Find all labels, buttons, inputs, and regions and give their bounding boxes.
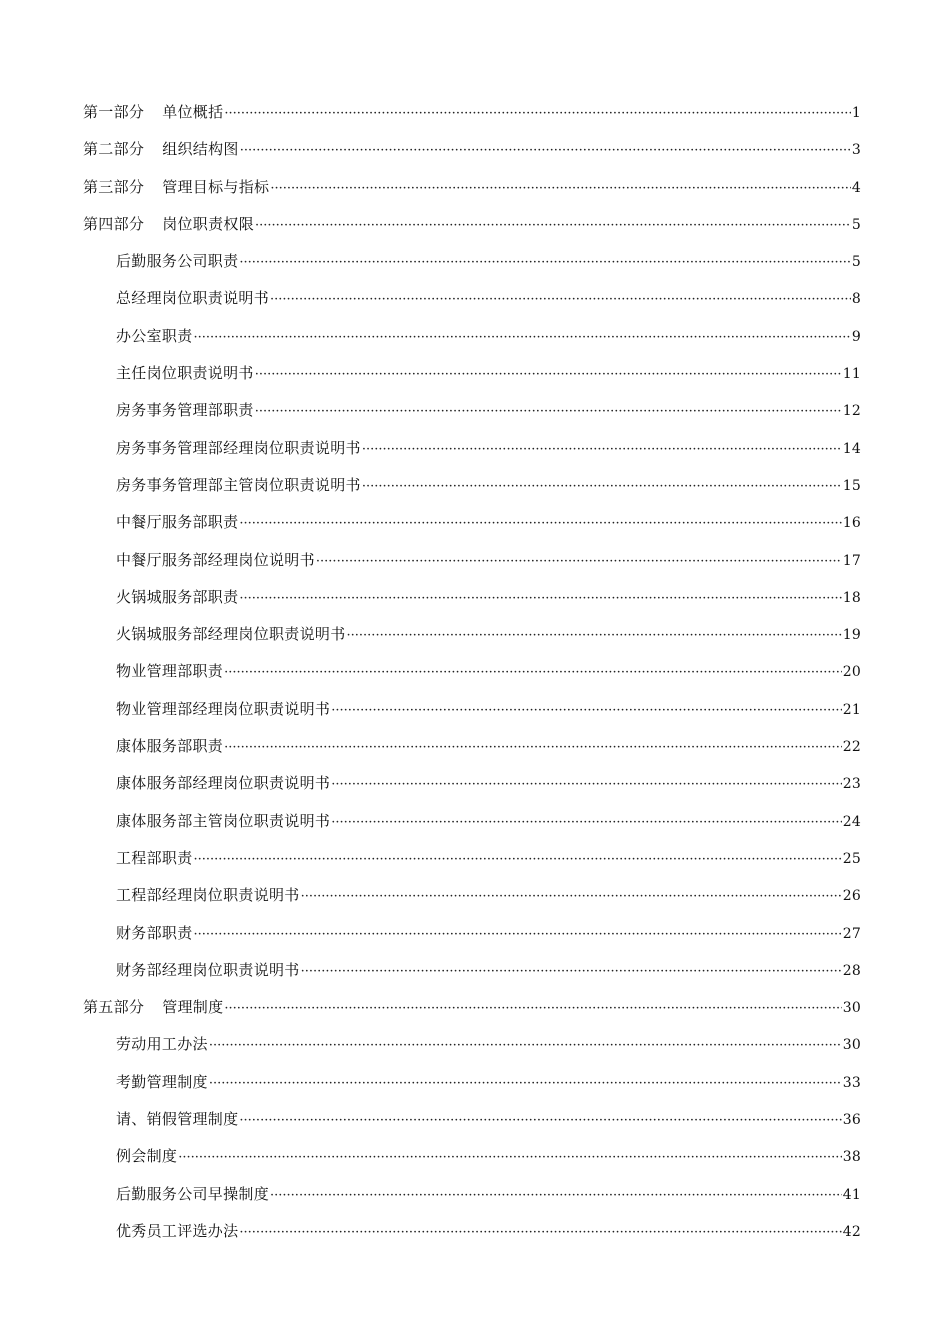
toc-entry-label	[116, 280, 269, 317]
toc-sub-entry[interactable]	[83, 1176, 861, 1213]
toc-page-number: 3	[851, 142, 861, 159]
toc-entry-title: 办公室职责	[116, 326, 193, 345]
toc-entry-title: 房务事务管理部经理岗位职责说明书	[116, 438, 361, 457]
toc-entry-label	[116, 1176, 269, 1213]
toc-entry-title: 单位概括	[162, 103, 224, 121]
toc-page-number: 38	[842, 1149, 861, 1166]
toc-dot-leader	[347, 617, 842, 654]
toc-dot-leader	[316, 543, 842, 580]
toc-entry-title: 劳动用工办法	[116, 1035, 208, 1054]
toc-page-number: 26	[842, 888, 861, 905]
toc-dot-leader	[255, 393, 842, 430]
toc-entry-label	[116, 915, 193, 952]
toc-dot-leader	[239, 505, 841, 542]
toc-entry-label	[83, 989, 223, 1026]
toc-dot-leader	[270, 170, 851, 207]
toc-dot-leader	[239, 244, 850, 281]
toc-entry-label	[116, 840, 193, 877]
toc-part-number: 第二部分	[83, 140, 145, 159]
toc-entry-label	[116, 1101, 238, 1138]
toc-entry-title: 工程部职责	[116, 848, 193, 867]
toc-page-number: 14	[842, 440, 861, 457]
toc-page-number: 16	[842, 515, 861, 532]
toc-dot-leader	[270, 1177, 842, 1214]
toc-sub-entry[interactable]	[83, 691, 861, 728]
toc-entry-label	[83, 94, 223, 131]
toc-part-entry[interactable]	[83, 206, 861, 243]
toc-sub-entry[interactable]	[83, 877, 861, 914]
toc-entry-label	[116, 1138, 177, 1175]
toc-entry-title: 房务事务管理部职责	[116, 401, 254, 420]
toc-page-number: 36	[842, 1112, 861, 1129]
toc-page-number: 23	[842, 776, 861, 793]
toc-dot-leader	[239, 580, 841, 617]
toc-entry-label	[116, 243, 238, 280]
toc-sub-entry[interactable]	[83, 1101, 861, 1138]
toc-page-number: 19	[842, 627, 861, 644]
toc-sub-entry[interactable]	[83, 653, 861, 690]
toc-entry-title: 后勤服务公司职责	[116, 252, 239, 271]
toc-entry-label	[116, 542, 315, 579]
toc-entry-title: 岗位职责权限	[162, 214, 255, 233]
toc-dot-leader	[331, 766, 842, 803]
toc-page-number: 5	[851, 216, 861, 233]
toc-page-number: 5	[851, 254, 861, 271]
toc-entry-label	[116, 355, 254, 392]
toc-page-number: 24	[842, 813, 861, 830]
toc-page-number: 22	[842, 739, 861, 756]
toc-page-number: 17	[842, 552, 861, 569]
toc-entry-label	[116, 952, 300, 989]
toc-dot-leader	[270, 281, 851, 318]
toc-part-number: 第一部分	[83, 103, 145, 121]
toc-page-number: 28	[842, 962, 861, 979]
toc-dot-leader	[255, 356, 842, 393]
toc-sub-entry[interactable]	[83, 243, 861, 280]
toc-sub-entry[interactable]	[83, 952, 861, 989]
toc-entry-title: 财务部职责	[116, 923, 193, 942]
toc-dot-leader	[239, 1102, 841, 1139]
toc-entry-title: 主任岗位职责说明书	[116, 364, 254, 383]
toc-sub-entry[interactable]	[83, 728, 861, 765]
toc-entry-label	[83, 131, 239, 168]
toc-entry-label	[116, 504, 238, 541]
toc-dot-leader	[209, 1065, 842, 1102]
toc-page-number: 11	[842, 366, 861, 383]
toc-dot-leader	[224, 729, 842, 766]
toc-entry-label	[116, 579, 238, 616]
toc-entry-title: 中餐厅服务部职责	[116, 513, 239, 532]
toc-page-number: 15	[842, 477, 861, 494]
toc-part-entry[interactable]	[83, 169, 861, 206]
toc-entry-title: 康体服务部职责	[116, 737, 224, 756]
toc-page-number: 9	[851, 328, 861, 345]
toc-entry-title: 管理制度	[162, 998, 224, 1017]
toc-entry-title: 例会制度	[116, 1147, 178, 1166]
toc-entry-title: 火锅城服务部职责	[116, 587, 239, 606]
toc-entry-title: 考勤管理制度	[116, 1072, 208, 1091]
toc-dot-leader	[178, 1139, 842, 1176]
toc-page-number: 18	[842, 589, 861, 606]
toc-dot-leader	[301, 953, 842, 990]
toc-entry-label	[116, 765, 330, 802]
toc-sub-entry[interactable]	[83, 803, 861, 840]
toc-dot-leader	[301, 878, 842, 915]
toc-sub-entry[interactable]	[83, 355, 861, 392]
toc-page-number: 30	[842, 1037, 861, 1054]
toc-sub-entry[interactable]	[83, 430, 861, 467]
toc-part-number: 第四部分	[83, 214, 145, 233]
toc-sub-entry[interactable]	[83, 467, 861, 504]
toc-sub-entry[interactable]	[83, 915, 861, 952]
toc-entry-title: 中餐厅服务部经理岗位说明书	[116, 550, 315, 569]
toc-entry-title: 康体服务部主管岗位职责说明书	[116, 811, 331, 830]
toc-page-number: 1	[851, 105, 861, 121]
toc-entry-title: 物业管理部职责	[116, 662, 224, 681]
toc-entry-label	[116, 803, 330, 840]
toc-entry-label	[83, 206, 254, 243]
toc-entry-label	[116, 467, 361, 504]
toc-part-entry[interactable]	[83, 989, 861, 1026]
toc-entry-title: 火锅城服务部经理岗位职责说明书	[116, 625, 346, 644]
toc-part-entry[interactable]	[83, 131, 861, 168]
toc-entry-label	[116, 653, 223, 690]
toc-entry-title: 组织结构图	[162, 140, 239, 159]
toc-dot-leader	[240, 132, 851, 169]
toc-page-number: 30	[842, 1000, 861, 1017]
toc-dot-leader	[224, 990, 841, 1027]
toc-part-entry[interactable]	[83, 94, 861, 131]
toc-entry-label	[116, 1026, 208, 1063]
table-of-contents	[83, 94, 861, 1250]
toc-sub-entry[interactable]	[83, 840, 861, 877]
toc-sub-entry[interactable]	[83, 1213, 861, 1250]
toc-entry-title: 房务事务管理部主管岗位职责说明书	[116, 475, 361, 494]
toc-entry-title: 总经理岗位职责说明书	[116, 289, 270, 308]
toc-part-number: 第三部分	[83, 177, 145, 196]
toc-page-number: 33	[842, 1074, 861, 1091]
toc-sub-entry[interactable]	[83, 1064, 861, 1101]
toc-entry-title: 管理目标与指标	[162, 177, 270, 196]
toc-page-number: 25	[842, 850, 861, 867]
toc-entry-title: 工程部经理岗位职责说明书	[116, 886, 300, 905]
toc-dot-leader	[362, 468, 842, 505]
toc-dot-leader	[194, 916, 842, 953]
toc-page-number: 21	[842, 701, 861, 718]
toc-entry-title: 康体服务部经理岗位职责说明书	[116, 774, 331, 793]
toc-entry-label	[83, 169, 269, 206]
toc-page-number: 41	[842, 1186, 861, 1203]
toc-entry-title: 优秀员工评选办法	[116, 1221, 239, 1240]
toc-dot-leader	[331, 804, 842, 841]
toc-sub-entry[interactable]	[83, 280, 861, 317]
toc-dot-leader	[255, 207, 851, 244]
toc-sub-entry[interactable]	[83, 765, 861, 802]
toc-dot-leader	[362, 431, 842, 468]
toc-entry-label	[116, 1064, 208, 1101]
toc-entry-label	[116, 877, 300, 914]
toc-entry-label	[116, 691, 330, 728]
toc-page-number: 12	[842, 403, 861, 420]
toc-part-number: 第五部分	[83, 998, 145, 1017]
toc-dot-leader	[331, 692, 842, 729]
toc-dot-leader	[224, 654, 842, 691]
toc-entry-label	[116, 616, 346, 653]
toc-page-number: 4	[851, 179, 861, 196]
toc-sub-entry[interactable]	[83, 392, 861, 429]
toc-page-number: 27	[842, 925, 861, 942]
toc-entry-label	[116, 392, 254, 429]
toc-entry-title: 后勤服务公司早操制度	[116, 1184, 270, 1203]
toc-sub-entry[interactable]	[83, 1138, 861, 1175]
toc-sub-entry[interactable]	[83, 616, 861, 653]
toc-entry-title: 物业管理部经理岗位职责说明书	[116, 699, 331, 718]
toc-entry-title: 请、销假管理制度	[116, 1110, 239, 1129]
toc-entry-label	[116, 318, 193, 355]
toc-sub-entry[interactable]	[83, 542, 861, 579]
toc-sub-entry[interactable]	[83, 318, 861, 355]
toc-dot-leader	[239, 1214, 841, 1251]
toc-dot-leader	[194, 319, 851, 356]
toc-entry-label	[116, 430, 361, 467]
toc-page-number: 42	[842, 1223, 861, 1240]
toc-entry-title: 财务部经理岗位职责说明书	[116, 960, 300, 979]
toc-dot-leader	[209, 1027, 842, 1064]
toc-dot-leader	[194, 841, 842, 878]
toc-page-number: 8	[851, 291, 861, 308]
toc-sub-entry[interactable]	[83, 1026, 861, 1063]
toc-entry-label	[116, 728, 223, 765]
toc-entry-label	[116, 1213, 238, 1250]
toc-sub-entry[interactable]	[83, 579, 861, 616]
toc-page-number: 20	[842, 664, 861, 681]
toc-sub-entry[interactable]	[83, 504, 861, 541]
toc-dot-leader	[224, 95, 850, 132]
